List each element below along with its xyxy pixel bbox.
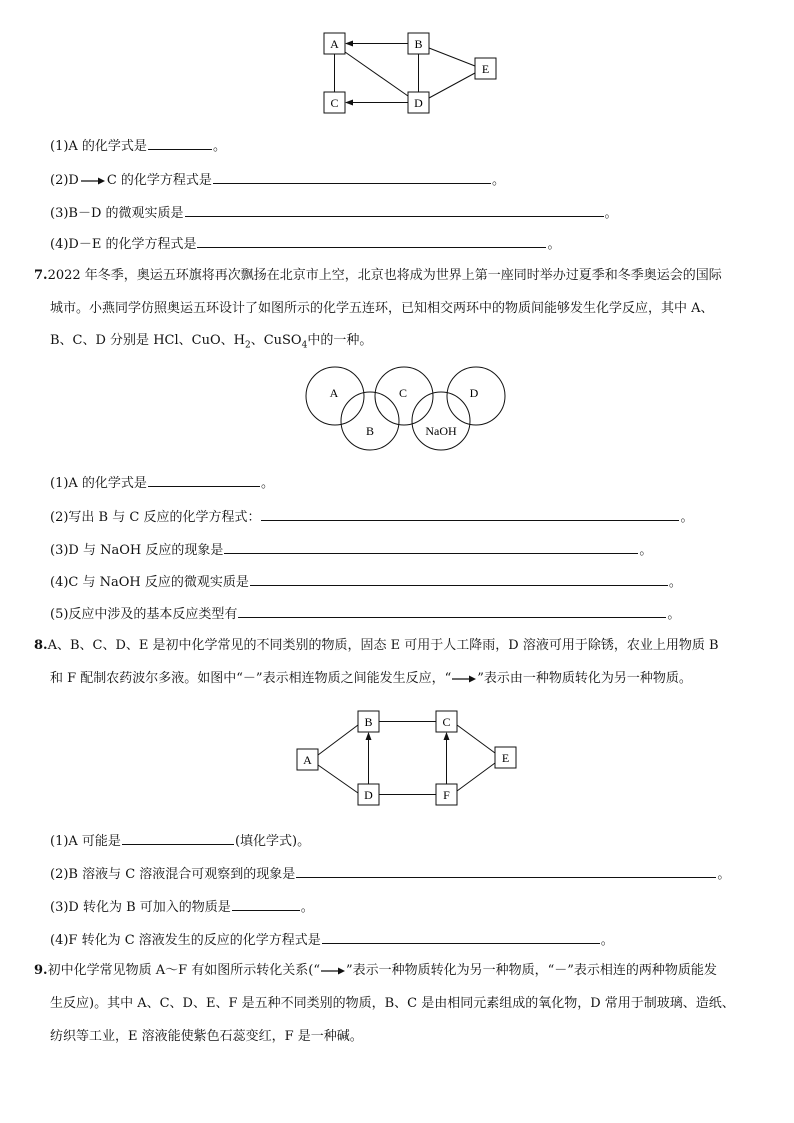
q7-line3-sub2: 4 bbox=[301, 340, 308, 351]
q7-sub2 bbox=[50, 508, 693, 526]
q9-stem-line1 bbox=[34, 963, 717, 979]
q8-line2-end: ”表示由一种物质转化为另一种物质。 bbox=[477, 671, 692, 686]
edge-B-E bbox=[429, 48, 475, 66]
q7-sub3 bbox=[50, 541, 652, 559]
q8-sub1 bbox=[50, 832, 310, 850]
q7-sub5-end: 。 bbox=[667, 607, 681, 622]
ring-C-label: C bbox=[398, 386, 408, 400]
q7-line3-end: 中的一种。 bbox=[307, 333, 373, 348]
q7-sub1 bbox=[50, 474, 274, 492]
node-D-label: D bbox=[364, 788, 373, 802]
answer-blank[interactable] bbox=[238, 605, 666, 618]
node-B-label: B bbox=[414, 37, 423, 51]
q8-stem-line1 bbox=[34, 638, 719, 654]
q9-line1-end: ”表示一种物质转化为另一种物质，“－”表示相连的两种物质能发 bbox=[345, 963, 717, 978]
transform-arrow-icon bbox=[451, 674, 477, 684]
node-D-label: D bbox=[414, 96, 423, 110]
edge-F-E bbox=[457, 763, 495, 791]
answer-blank[interactable] bbox=[213, 171, 491, 184]
q7-sub1-end: 。 bbox=[260, 476, 274, 491]
q8-number: 8. bbox=[34, 638, 48, 653]
q7-line3-mid: 、CuSO bbox=[250, 333, 302, 348]
q9-stem-line3 bbox=[50, 1029, 363, 1045]
q8-sub4-end: 。 bbox=[600, 933, 614, 948]
q9-line3-text: 纺织等工业，E 溶液能使紫色石蕊变红，F 是一种碱。 bbox=[50, 1029, 363, 1044]
node-A-label: A bbox=[303, 753, 312, 767]
q8-sub1-text: (1)A 可能是 bbox=[50, 834, 121, 849]
q9-line2-text: 生反应)。其中 A、C、D、E、F 是五种不同类别的物质，B、C 是由相同元素组成的氧化物，D 常用于制玻璃、造纸、 bbox=[50, 996, 735, 1011]
q6-sub4 bbox=[50, 235, 560, 253]
q7-stem-line2 bbox=[50, 301, 714, 317]
answer-blank[interactable] bbox=[232, 898, 300, 911]
node-B-label: B bbox=[364, 715, 373, 729]
answer-blank[interactable] bbox=[148, 137, 212, 150]
q7-sub2-end: 。 bbox=[680, 510, 694, 525]
q8-sub2 bbox=[50, 865, 730, 883]
ring-B-label: B bbox=[365, 424, 375, 438]
q6-sub2-mid: C 的化学方程式是 bbox=[106, 173, 212, 188]
answer-blank[interactable] bbox=[148, 474, 260, 487]
edge-A-D bbox=[318, 765, 358, 793]
q8-sub4-text: (4)F 转化为 C 溶液发生的反应的化学方程式是 bbox=[50, 933, 321, 948]
answer-blank[interactable] bbox=[224, 541, 638, 554]
q7-sub3-text: (3)D 与 NaOH 反应的现象是 bbox=[50, 543, 224, 558]
q9-stem-line2 bbox=[50, 996, 735, 1012]
q6-sub1-end: 。 bbox=[212, 139, 226, 154]
node-A-label: A bbox=[330, 37, 339, 51]
answer-blank[interactable] bbox=[122, 832, 234, 845]
q7-line1-text: 2022 年冬季，奥运五环旗将再次飘扬在北京市上空，北京也将成为世界上第一座同时举办过夏季和冬季奥运会的国际 bbox=[47, 268, 722, 283]
edge-C-E bbox=[457, 725, 495, 753]
q7-sub1-text: (1)A 的化学式是 bbox=[50, 476, 147, 491]
q9-line1-pre: 初中化学常见物质 A～F 有如图所示转化关系(“ bbox=[47, 963, 320, 978]
transform-arrow-icon bbox=[80, 176, 106, 186]
q6-sub3-text: (3)B－D 的微观实质是 bbox=[50, 206, 184, 221]
node-C-label: C bbox=[330, 96, 339, 110]
ring-NaOH-label: NaOH bbox=[425, 424, 457, 438]
q7-sub5-text: (5)反应中涉及的基本反应类型有 bbox=[50, 607, 238, 622]
q9-number: 9. bbox=[34, 963, 48, 978]
q6-sub3-end: 。 bbox=[604, 206, 618, 221]
node-E-label: E bbox=[501, 751, 510, 765]
q7-sub3-end: 。 bbox=[639, 543, 653, 558]
q7-sub4 bbox=[50, 573, 682, 591]
node-E-label: E bbox=[481, 62, 490, 76]
reaction-diagram-q8 bbox=[290, 705, 525, 810]
q7-line2-text: 城市。小燕同学仿照奥运五环设计了如图所示的化学五连环，已知相交两环中的物质间能够发生化学反应，其中 A、 bbox=[50, 301, 714, 316]
q7-sub4-text: (4)C 与 NaOH 反应的微观实质是 bbox=[50, 575, 249, 590]
reaction-diagram-1 bbox=[315, 28, 505, 123]
q6-sub4-text: (4)D－E 的化学方程式是 bbox=[50, 237, 197, 252]
node-C-label: C bbox=[442, 715, 451, 729]
q6-sub2-end: 。 bbox=[491, 173, 505, 188]
answer-blank[interactable] bbox=[250, 573, 668, 586]
answer-blank[interactable] bbox=[296, 865, 716, 878]
edge-D-E bbox=[429, 73, 475, 98]
q8-sub1-end: (填化学式)。 bbox=[234, 834, 311, 849]
answer-blank[interactable] bbox=[197, 235, 546, 248]
q8-sub2-text: (2)B 溶液与 C 溶液混合可观察到的现象是 bbox=[50, 867, 296, 882]
edge-A-D bbox=[345, 52, 408, 96]
q8-line2-pre: 和 F 配制农药波尔多液。如图中“－”表示相连物质之间能发生反应，“ bbox=[50, 671, 452, 686]
q7-sub2-text: (2)写出 B 与 C 反应的化学方程式： bbox=[50, 510, 261, 525]
q8-sub3-end: 。 bbox=[300, 900, 314, 915]
ring-D-label: D bbox=[469, 386, 479, 400]
q7-sub4-end: 。 bbox=[668, 575, 682, 590]
q7-stem-line1 bbox=[34, 268, 722, 284]
q8-stem-line2 bbox=[50, 671, 692, 687]
q6-sub4-end: 。 bbox=[547, 237, 561, 252]
q6-sub2-text: (2)D bbox=[50, 173, 79, 188]
q6-sub3 bbox=[50, 204, 618, 222]
q8-sub3-text: (3)D 转化为 B 可加入的物质是 bbox=[50, 900, 231, 915]
q7-stem-line3 bbox=[50, 333, 372, 354]
q6-sub1-text: (1)A 的化学式是 bbox=[50, 139, 147, 154]
chemical-rings-diagram bbox=[300, 364, 515, 456]
ring-A-label: A bbox=[329, 386, 339, 400]
q8-sub3 bbox=[50, 898, 314, 916]
node-F-label: F bbox=[443, 788, 450, 802]
q8-line1-text: A、B、C、D、E 是初中化学常见的不同类别的物质，固态 E 可用于人工降雨，D 溶液可用于除锈，农业上用物质 B bbox=[47, 638, 719, 653]
q7-line3-pre: B、C、D 分别是 HCl、CuO、H bbox=[50, 333, 245, 348]
q7-number: 7. bbox=[34, 268, 48, 283]
edge-A-B bbox=[318, 725, 358, 755]
transform-arrow-icon bbox=[320, 966, 346, 976]
q7-line3-sub1: 2 bbox=[244, 340, 251, 351]
q6-sub2 bbox=[50, 171, 505, 189]
answer-blank[interactable] bbox=[322, 931, 600, 944]
q6-sub1 bbox=[50, 137, 226, 155]
answer-blank[interactable] bbox=[261, 508, 679, 521]
answer-blank[interactable] bbox=[185, 204, 604, 217]
q8-sub4 bbox=[50, 931, 614, 949]
q8-sub2-end: 。 bbox=[717, 867, 731, 882]
q7-sub5 bbox=[50, 605, 680, 623]
